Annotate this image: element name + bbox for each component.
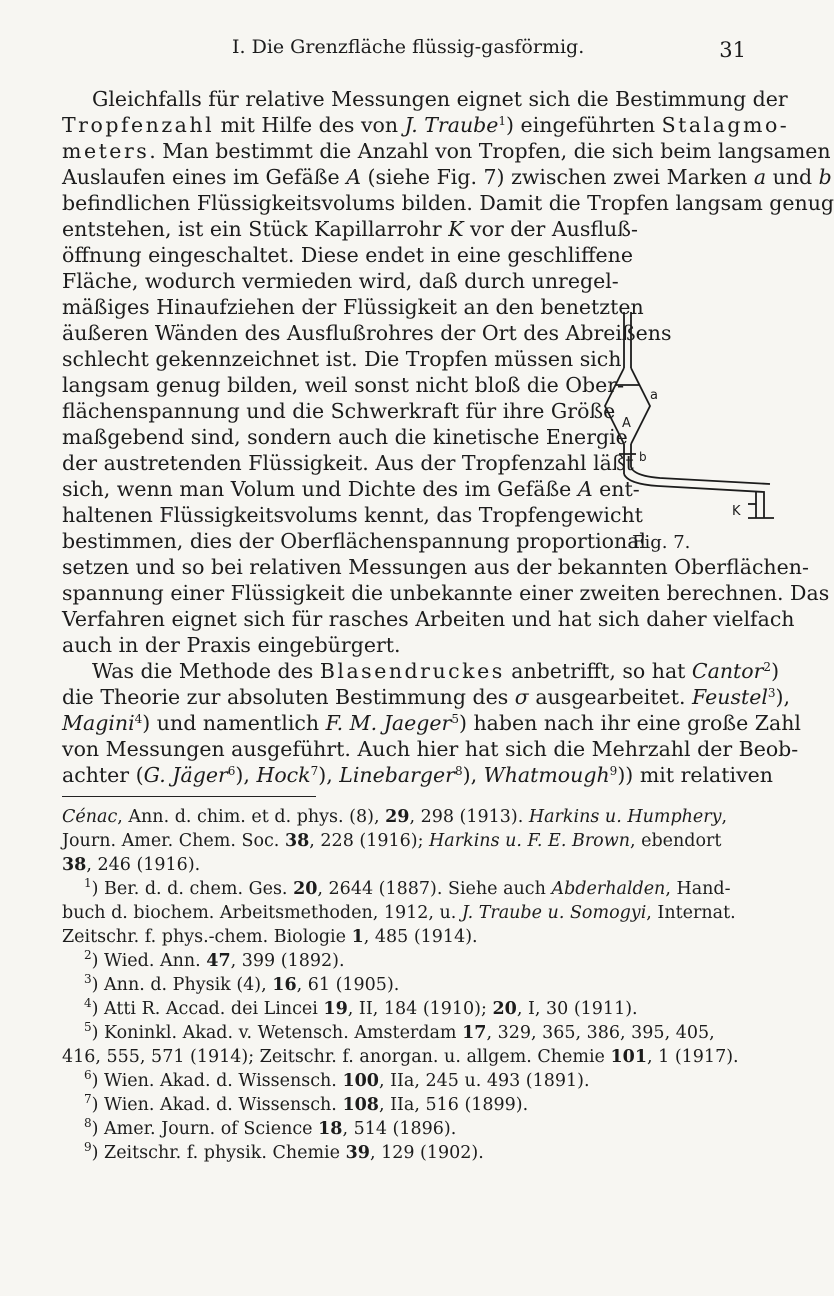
footnote-8 [84,1118,456,1140]
text: , Ann. d. chim. et d. phys. (8), [117,807,386,827]
text-line: bestimmen, dies der Oberflächenspannung proportional [62,529,646,553]
author-name: Abderhalden [551,879,666,899]
text: entstehen, ist ein Stück Kapillarrohr [62,217,449,241]
text: ) Ber. d. d. chem. Ges. [91,879,294,899]
text-line [62,112,789,138]
text-line: Gleichfalls für relative Messungen eignet sich die Bestimmung der [92,87,788,111]
text: und [766,165,819,189]
text-line [92,658,779,684]
volume-number: 1 [351,927,364,947]
text: ausgearbeitet. [528,685,692,709]
footnote-ref[interactable]: 8 [454,764,463,778]
text: die Theorie zur absoluten Bestimmung des [62,685,515,709]
text: ) Amer. Journ. of Science [91,1119,319,1139]
volume-number: 19 [323,999,348,1019]
text: . Man bestimmt die Anzahl von Tropfen, die sich beim langsamen [149,139,831,163]
footnote-4 [84,998,638,1020]
text-line: äußeren Wänden des Ausflußrohres der Ort des Abreißens [62,321,672,345]
spaced-term: Stalagmo- [661,113,790,137]
volume-number: 38 [284,831,310,851]
text: ) Wied. Ann. [91,951,207,971]
volume-number: 16 [272,975,297,995]
footnote-3 [84,974,399,996]
footnote-marker: 4 [84,996,92,1010]
footnote-marker: 3 [84,972,92,986]
footnote-ref[interactable]: 4 [134,712,143,726]
symbol: a [753,165,767,189]
figure-label-K: K [732,504,741,519]
volume-number: 18 [318,1119,343,1139]
text: , 485 (1914). [363,927,478,947]
footnote-ref[interactable]: 5 [451,712,459,726]
text: , 1 (1917). [647,1047,739,1067]
symbol: b [818,165,832,189]
text: , II, 184 (1910); [347,999,493,1019]
symbol: A [577,477,593,501]
footnote-marker: 5 [84,1020,92,1034]
text-line: der austretenden Flüssigkeit. Aus der Tropfenzahl läßt [62,451,634,475]
footnote-ref[interactable]: 6 [227,764,236,778]
text: Journ. Amer. Chem. Soc. [62,831,285,851]
text: , 399 (1892). [230,951,345,971]
text: , 514 (1896). [342,1119,457,1139]
figure-stalagmometer [598,308,778,564]
text: , 329, 365, 386, 395, 405, [486,1023,715,1043]
text: , ebendort [629,831,722,851]
text: ) Koninkl. Akad. v. Wetensch. Amsterdam [91,1023,463,1043]
text: buch d. biochem. Arbeitsmethoden, 1912, u. [62,903,462,923]
running-header [62,36,746,64]
text: ) Zeitschr. f. physik. Chemie [91,1143,346,1163]
text: , 246 (1916). [86,855,201,875]
text-line [62,138,831,164]
footnote-ref[interactable]: 2 [763,660,772,674]
text-line [62,216,638,242]
text: ) eingeführten [506,113,662,137]
author-name: Harkins u. Humphery [528,807,722,827]
text-line: öffnung eingeschaltet. Diese endet in eine geschliffene [62,243,633,267]
text-line: befindlichen Flüssigkeitsvolums bilden. Damit die Tropfen langsam genug [62,191,834,215]
footnote-marker: 8 [84,1116,92,1130]
footnote-line [62,806,727,828]
text: , IIa, 245 u. 493 (1891). [378,1071,590,1091]
footnote-line [62,854,200,876]
stalagmometer-drawing [598,308,778,564]
text-line: setzen und so bei relativen Messungen aus der bekannten Oberflächen- [62,555,809,579]
text-line [62,164,832,190]
volume-number: 108 [342,1095,379,1115]
text: anbetrifft, so hat [504,659,692,683]
text: ) Atti R. Accad. dei Lincei [91,999,324,1019]
text: 416, 555, 571 (1914); Zeitschr. f. anorgan. u. allgem. Chemie [62,1047,611,1067]
text: ) und namentlich [142,711,326,735]
footnote-2 [84,950,345,972]
text: achter ( [62,763,144,787]
text: mit Hilfe des von [214,113,405,137]
text: ) haben nach ihr eine große Zahl [458,711,801,735]
footnote-line [62,1046,739,1068]
author-name: Linebarger [339,763,455,787]
text: ) Ann. d. Physik (4), [91,975,273,995]
spaced-term: Tropfenzahl [62,113,215,137]
text-line: schlecht gekennzeichnet ist. Die Tropfen müssen sich [62,347,622,371]
figure-label-a: a [650,388,658,403]
symbol: K [448,217,464,241]
footnote-7 [84,1094,528,1116]
text: , 298 (1913). [409,807,529,827]
volume-number: 38 [62,855,87,875]
spaced-term: meters [62,139,150,163]
text: Was die Methode des [92,659,320,683]
text: ) Wien. Akad. d. Wissensch. [91,1095,343,1115]
author-name: Feustel [692,685,768,709]
author-name: J. Traube [404,113,499,137]
text-line: spannung einer Flüssigkeit die unbekannte einer zweiten berechnen. Das [62,581,830,605]
author-name: J. Traube u. Somogyi [461,903,647,923]
figure-label-A: A [622,416,631,431]
text: ) [771,659,780,683]
text: ), [318,763,340,787]
volume-number: 47 [206,951,231,971]
footnote-line [62,926,478,948]
figure-label-b: b [639,450,647,464]
footnote-rule [62,796,316,797]
text: , I, 30 (1911). [516,999,638,1019]
text: , 61 (1905). [296,975,400,995]
author-name: Harkins u. F. E. Brown [429,831,630,851]
footnote-ref[interactable]: 9 [609,764,618,778]
author-name: Hock [256,763,311,787]
text-line: auch in der Praxis eingebürgert. [62,633,401,657]
footnote-1 [84,878,731,900]
text-line: langsam genug bilden, weil sonst nicht bloß die Ober- [62,373,625,397]
text: vor der Ausfluß- [463,217,638,241]
footnote-ref[interactable]: 3 [767,686,776,700]
footnote-line [62,830,721,852]
text-line [62,762,773,788]
volume-number: 101 [610,1047,648,1067]
symbol: σ [514,685,529,709]
text-line: mäßiges Hinaufziehen der Flüssigkeit an den benetzten [62,295,644,319]
footnote-marker: 1 [84,876,92,890]
volume-number: 100 [342,1071,379,1091]
text-line: flächenspannung und die Schwerkraft für ihre Größe [62,399,616,423]
running-title: I. Die Grenzfläche flüssig-gasförmig. [232,36,585,58]
text: , 129 (1902). [369,1143,484,1163]
text: , Hand- [665,879,731,899]
text-line: von Messungen ausgeführt. Auch hier hat sich die Mehrzahl der Beob- [62,737,799,761]
text: ), [775,685,791,709]
text: )) mit relativen [617,763,773,787]
text: , 228 (1916); [309,831,430,851]
footnote-ref[interactable]: 1 [498,114,507,128]
figure-caption: Fig. 7. [632,532,691,553]
text: ), [235,763,257,787]
text: Auslaufen eines im Gefäße [62,165,347,189]
page-number: 31 [719,38,746,62]
text-line: haltenen Flüssigkeitsvolums kennt, das Tropfengewicht [62,503,643,527]
volume-number: 20 [293,879,318,899]
text: , Internat. [646,903,736,923]
text-line: Verfahren eignet sich für rasches Arbeiten und hat sich daher vielfach [62,607,795,631]
text: , 2644 (1887). Siehe auch [317,879,552,899]
volume-number: 39 [345,1143,370,1163]
footnote-9 [84,1142,484,1164]
footnote-marker: 6 [84,1068,92,1082]
footnote-marker: 7 [84,1092,92,1106]
author-name: Whatmough [483,763,610,787]
footnote-marker: 9 [84,1140,92,1154]
spaced-term: Blasendruckes [319,659,505,683]
author-name: Cantor [691,659,764,683]
footnote-5 [84,1022,715,1044]
text-line [62,476,640,502]
text: Zeitschr. f. phys.-chem. Biologie [62,927,352,947]
footnote-line [62,902,736,924]
footnote-marker: 2 [84,948,92,962]
author-name: G. Jäger [143,763,228,787]
text: , [721,807,728,827]
text-line: maßgebend sind, sondern auch die kinetische Energie [62,425,628,449]
text-line [62,684,790,710]
text: (siehe Fig. 7) zwischen zwei Marken [361,165,754,189]
author-name: Magini [62,711,135,735]
volume-number: 20 [492,999,517,1019]
symbol: A [346,165,361,189]
text: ) Wien. Akad. d. Wissensch. [91,1071,343,1091]
author-name: Cénac [62,807,118,827]
footnote-ref[interactable]: 7 [310,764,319,778]
text: , IIa, 516 (1899). [378,1095,529,1115]
text-line [62,710,801,736]
volume-number: 17 [462,1023,487,1043]
text: ), [462,763,484,787]
text: ent- [592,477,640,501]
footnote-6 [84,1070,590,1092]
volume-number: 29 [385,807,410,827]
text-line: Fläche, wodurch vermieden wird, daß durch unregel- [62,269,619,293]
text: sich, wenn man Volum und Dichte des im Gefäße [62,477,578,501]
author-name: F. M. Jaeger [325,711,452,735]
